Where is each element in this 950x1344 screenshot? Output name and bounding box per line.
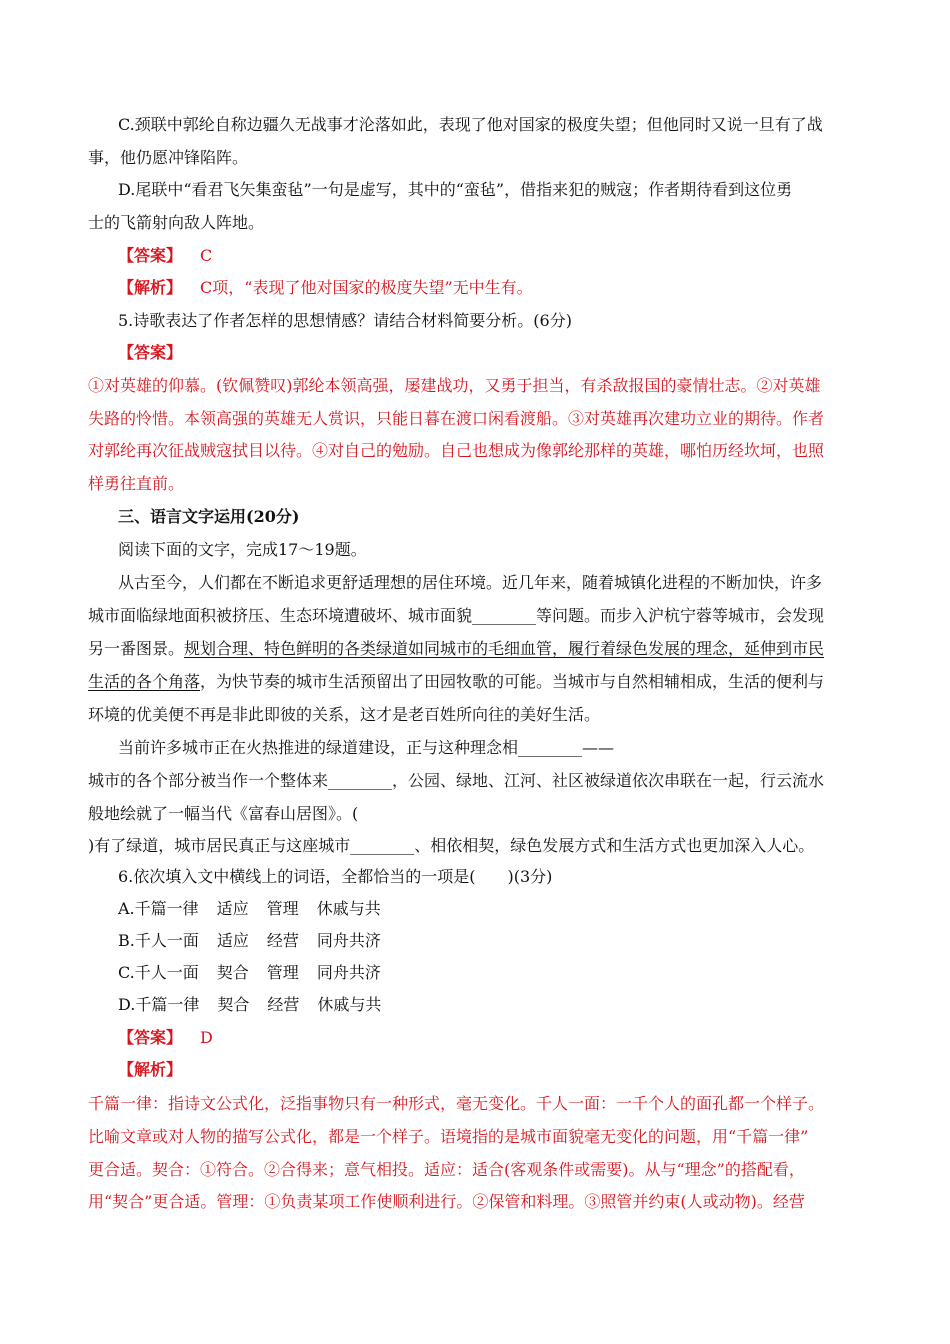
q5-answer-line: ①对英雄的仰慕。(钦佩赞叹)郭纶本领高强，屡建战功，又勇于担当，有杀敌报国的豪情壮志。②对英雄	[88, 376, 821, 395]
option-word: 经营	[267, 995, 300, 1014]
passage-line	[88, 639, 824, 659]
option-word: 管理	[266, 963, 299, 982]
q5-answer-label: 【答案】	[118, 343, 183, 362]
q6-analysis-line: 更合适。契合：①符合。②合得来；意气相投。适应：适合(客观条件或需要)。从与“理念”的搭配看，	[88, 1160, 805, 1179]
option-word: 适应	[216, 899, 249, 918]
q6-option-d	[118, 995, 399, 1015]
option-word: 千篇一律	[135, 995, 200, 1014]
q5-answer-line: 对郭纶再次征战贼寇拭目以待。④对自己的勉励。自己也想成为像郭纶那样的英雄，哪怕历经坎坷，也照	[88, 441, 825, 460]
q6-analysis-label: 【解析】	[118, 1060, 183, 1079]
analysis-text: C项，“表现了他对国家的极度失望”无中生有。	[200, 278, 533, 297]
option-word: 契合	[217, 995, 250, 1014]
passage-line: 般地绘就了一幅当代《富春山居图》。(	[88, 804, 359, 823]
answer-value: D	[200, 1028, 213, 1047]
q6-question: 6.依次填入文中横线上的词语，全都恰当的一项是( )(3分)	[118, 867, 553, 886]
option-word: 管理	[266, 899, 299, 918]
answer-label: 【答案】	[118, 1028, 183, 1047]
q6-option-a	[118, 899, 399, 919]
answer-value: C	[200, 246, 213, 265]
option-word: 同舟共济	[316, 963, 381, 982]
option-word: 千人一面	[134, 963, 199, 982]
underlined-sentence: 生活的各个角落	[88, 672, 201, 691]
option-word: 休戚与共	[317, 995, 382, 1014]
option-letter: D.	[118, 995, 136, 1014]
section-heading: 三、语言文字运用(20分)	[118, 507, 300, 526]
q4-option-d-line2: 士的飞箭射向敌人阵地。	[88, 213, 265, 232]
q4-answer	[118, 246, 212, 266]
option-word: 千篇一律	[134, 899, 199, 918]
q4-option-d-line1: D.尾联中“看君飞矢集蛮毡”一句是虚写，其中的“蛮毡”，借指来犯的贼寇；作者期待看到这位勇	[118, 180, 793, 199]
passage-text: ，为快节奏的城市生活预留出了田园牧歌的可能。当城市与自然相辅相成，生活的便利与	[200, 672, 825, 691]
q6-analysis-line: 用“契合”更合适。管理：①负责某项工作使顺利进行。②保管和料理。③照管并约束(人或动物)。经营	[88, 1192, 805, 1211]
q4-option-c-line2: 事，他仍愿冲锋陷阵。	[88, 148, 249, 167]
option-letter: C.	[118, 963, 135, 982]
passage-line: 城市面临绿地面积被挤压、生态环境遭破坏、城市面貌________等问题。而步入沪杭宁蓉等城市，会发现	[88, 606, 825, 625]
q5-question: 5.诗歌表达了作者怎样的思想情感？请结合材料简要分析。(6分)	[118, 311, 572, 330]
q5-answer-line: 失路的怜惜。本领高强的英雄无人赏识，只能日暮在渡口闲看渡船。③对英雄再次建功立业的期待。作者	[88, 409, 825, 428]
q5-answer-line: 样勇往直前。	[88, 474, 185, 493]
option-word: 千人一面	[134, 931, 199, 950]
section-intro: 阅读下面的文字，完成17～19题。	[118, 540, 367, 559]
q6-option-c	[118, 963, 399, 983]
passage-line: 当前许多城市正在火热推进的绿道建设，正与这种理念相________——	[118, 738, 615, 757]
passage-line	[88, 672, 824, 692]
passage-line: 城市的各个部分被当作一个整体来________，公园、绿地、江河、社区被绿道依次串联在一起，行云流水	[88, 771, 825, 790]
q6-analysis-line: 千篇一律：指诗文公式化，泛指事物只有一种形式，毫无变化。千人一面：一千个人的面孔都一个样子。	[88, 1094, 825, 1113]
q6-answer	[118, 1028, 213, 1048]
q4-analysis	[118, 278, 533, 298]
option-word: 经营	[266, 931, 299, 950]
analysis-label: 【解析】	[118, 278, 183, 297]
option-letter: A.	[118, 899, 135, 918]
q4-option-c-line1: C.颈联中郭纶自称边疆久无战事才沦落如此，表现了他对国家的极度失望；但他同时又说一旦有了战	[118, 115, 823, 134]
passage-text: 另一番图景。	[88, 639, 185, 658]
passage-line: )有了绿道，城市居民真正与这座城市________、相依相契，绿色发展方式和生活方式也更加深入人心。	[88, 836, 815, 855]
option-word: 契合	[216, 963, 249, 982]
option-letter: B.	[118, 931, 135, 950]
passage-line: 环境的优美便不再是非此即彼的关系，这才是老百姓所向往的美好生活。	[88, 705, 601, 724]
option-word: 适应	[216, 931, 249, 950]
option-word: 休戚与共	[316, 899, 381, 918]
q6-analysis-line: 比喻文章或对人物的描写公式化，都是一个样子。语境指的是城市面貌毫无变化的问题，用“千篇一律”	[88, 1127, 809, 1146]
option-word: 同舟共济	[316, 931, 381, 950]
passage-line: 从古至今，人们都在不断追求更舒适理想的居住环境。近几年来，随着城镇化进程的不断加快，许多	[118, 573, 823, 592]
answer-label: 【答案】	[118, 246, 183, 265]
q6-option-b	[118, 931, 399, 951]
underlined-sentence: 规划合理、特色鲜明的各类绿道如同城市的毛细血管，履行着绿色发展的理念，延伸到市民	[184, 639, 825, 658]
